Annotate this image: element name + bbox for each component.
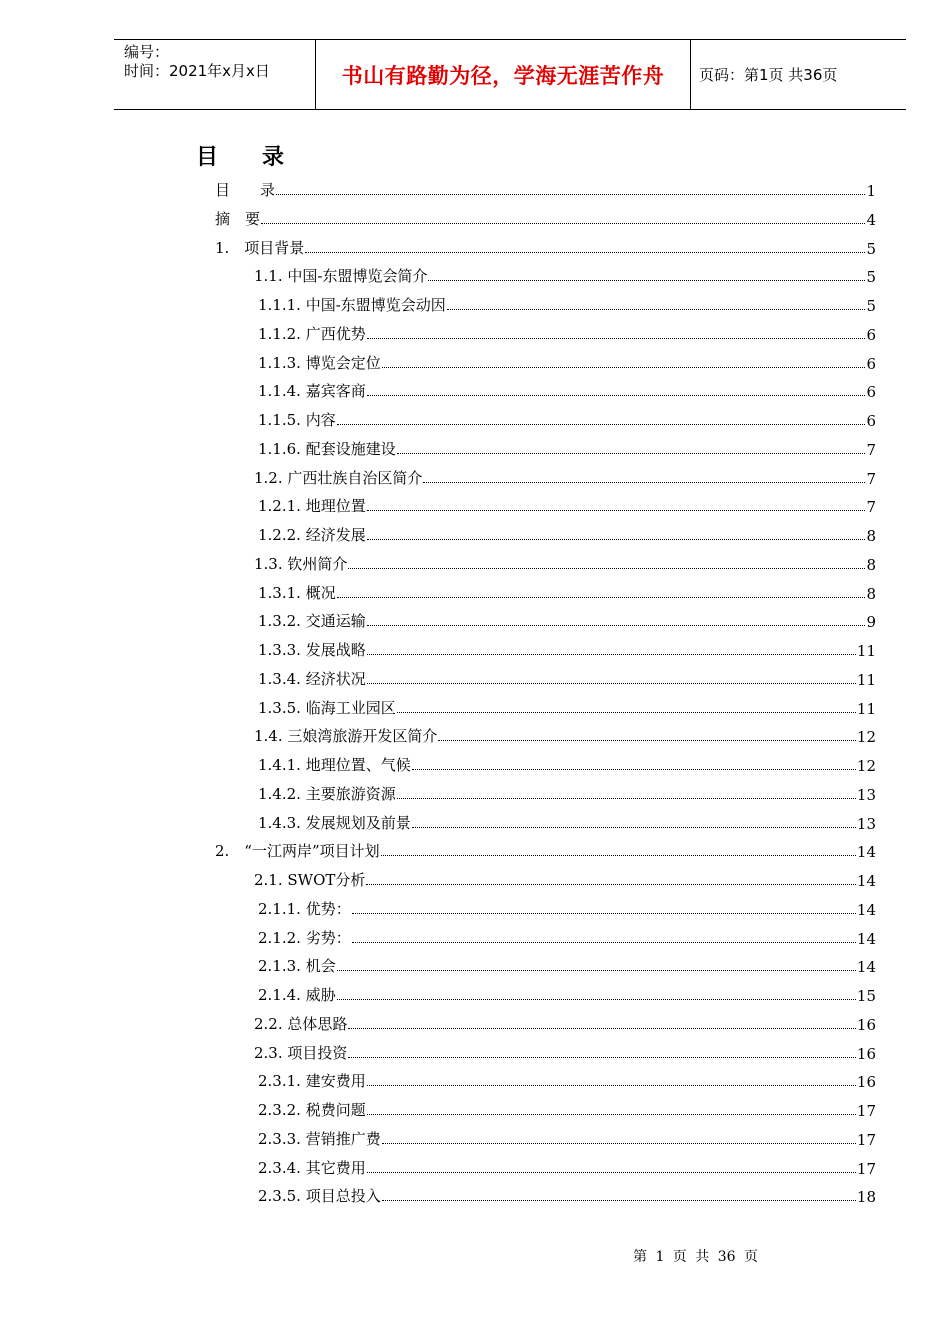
header-page-info: 页码：第1页 共36页	[699, 66, 838, 84]
toc-dot-leader	[367, 1113, 856, 1115]
toc-entry-page: 14	[856, 872, 876, 890]
toc-entry-page: 17	[856, 1130, 876, 1149]
toc-entry-label: 1.4.2. 主要旅游资源	[258, 784, 396, 803]
toc-dot-leader	[305, 251, 865, 253]
toc-entry[interactable]	[258, 431, 876, 459]
toc-dot-leader	[447, 308, 866, 310]
toc-entry-label: 1.3.3. 发展战略	[258, 641, 366, 659]
toc-entry-page: 14	[856, 958, 876, 977]
toc-entry-label: 1.1. 中国-东盟博览会简介	[254, 267, 428, 286]
toc-entry-page: 17	[856, 1159, 876, 1178]
toc-entry[interactable]	[258, 1121, 876, 1149]
toc-entry[interactable]	[258, 776, 876, 804]
toc-entry-label: 1.1.4. 嘉宾客商	[258, 382, 366, 401]
toc-entry[interactable]	[258, 575, 876, 603]
toc-dot-leader	[381, 854, 856, 856]
toc-entry-page: 5	[866, 268, 876, 287]
toc-entry-label: 1.2.1. 地理位置	[258, 497, 366, 516]
toc-entry-label: 1.1.1. 中国-东盟博览会动因	[258, 296, 446, 314]
toc-entry-label: 1.1.5. 内容	[258, 411, 336, 429]
toc-entry-label: 1.3.5. 临海工业园区	[258, 698, 396, 717]
toc-entry[interactable]	[254, 258, 876, 286]
toc-entry-label: 2.3.2. 税费问题	[258, 1101, 366, 1119]
toc-entry-page: 13	[856, 814, 876, 833]
toc-entry-page: 8	[866, 527, 876, 545]
toc-entry-page: 6	[866, 383, 876, 402]
toc-entry-page: 14	[856, 900, 876, 919]
toc-entry-label: 2.1. SWOT分析	[254, 871, 366, 889]
toc-entry-label: 1.2.2. 经济发展	[258, 526, 366, 544]
toc-entry-label: 2.3.4. 其它费用	[258, 1158, 366, 1177]
toc-dot-leader	[367, 1084, 856, 1086]
toc-dot-leader	[337, 969, 856, 971]
toc-entry-page: 1	[866, 182, 876, 200]
toc-entry-page: 12	[856, 728, 876, 747]
toc-entry-page: 7	[866, 469, 876, 488]
toc-entry[interactable]	[258, 517, 876, 545]
toc-dot-leader	[352, 941, 856, 943]
toc-dot-leader	[423, 481, 865, 483]
toc-entry[interactable]	[254, 546, 876, 574]
toc-entry[interactable]	[258, 373, 876, 401]
toc-entry[interactable]	[215, 201, 876, 229]
toc-title: 目 录	[196, 145, 285, 170]
toc-entry-label: 1.3.4. 经济状况	[258, 669, 366, 688]
toc-dot-leader	[348, 1027, 856, 1029]
toc-entry[interactable]	[258, 316, 876, 344]
toc-dot-leader	[337, 596, 866, 598]
toc-entry-page: 17	[856, 1102, 876, 1120]
toc-entry-label: 2.2. 总体思路	[254, 1014, 348, 1033]
toc-dot-leader	[367, 337, 866, 339]
toc-entry[interactable]	[258, 1150, 876, 1178]
toc-dot-leader	[367, 509, 866, 511]
toc-entry[interactable]	[254, 1035, 876, 1063]
toc-entry-label: 1.4. 三娘湾旅游开发区简介	[254, 727, 438, 746]
toc-entry-page: 16	[856, 1044, 876, 1063]
toc-entry-label: 1.1.2. 广西优势	[258, 324, 366, 343]
toc-entry[interactable]	[258, 977, 876, 1005]
toc-entry-label: 1.2. 广西壮族自治区简介	[254, 468, 423, 487]
toc-entry-page: 15	[856, 987, 876, 1005]
toc-dot-leader	[382, 1199, 856, 1201]
toc-entry-label: 1.1.3. 博览会定位	[258, 353, 381, 372]
toc-entry-label: 2.1.4. 威胁	[258, 986, 336, 1004]
toc-entry[interactable]	[258, 891, 876, 919]
toc-dot-leader	[382, 1142, 856, 1144]
toc-entry-label: 2.1.2. 劣势：	[258, 928, 351, 947]
header-motto: 书山有路勤为径，学海无涯苦作舟	[315, 40, 691, 109]
toc-entry[interactable]	[215, 230, 876, 258]
toc-entry[interactable]	[258, 690, 876, 718]
toc-entry-label: 1. 项目背景	[215, 238, 305, 257]
toc-entry-label: 2.3.1. 建安费用	[258, 1072, 366, 1091]
toc-entry[interactable]	[258, 747, 876, 775]
header-number: 编号：	[124, 43, 170, 61]
toc-entry-label: 1.3. 钦州简介	[254, 554, 348, 573]
toc-entry[interactable]	[258, 920, 876, 948]
header-meta	[114, 40, 315, 109]
toc-entry-page: 8	[866, 555, 876, 574]
toc-entry-label: 2. “一江两岸”项目计划	[215, 842, 380, 861]
toc-entry-page: 13	[856, 785, 876, 804]
toc-entry[interactable]	[258, 287, 876, 315]
toc-dot-leader	[367, 538, 866, 540]
toc-entry[interactable]	[254, 1006, 876, 1034]
toc-entry-label: 目 录	[215, 181, 276, 199]
toc-entry[interactable]	[258, 805, 876, 833]
toc-dot-leader	[382, 366, 866, 368]
toc-entry-page: 7	[866, 498, 876, 517]
toc-entry-page: 16	[856, 1015, 876, 1034]
page-header	[114, 39, 906, 110]
header-time: 时间：2021年x月x日	[124, 62, 270, 80]
toc-entry-label: 1.4.1. 地理位置、气候	[258, 756, 411, 774]
toc-entry-label: 2.3.5. 项目总投入	[258, 1187, 381, 1206]
toc-dot-leader	[397, 711, 856, 713]
page-footer: 第 1 页 共 36 页	[633, 1249, 758, 1265]
toc-dot-leader	[367, 653, 856, 655]
toc-entry[interactable]	[258, 488, 876, 516]
toc-dot-leader	[438, 739, 856, 741]
toc-dot-leader	[367, 682, 856, 684]
toc-entry-label: 2.3. 项目投资	[254, 1043, 348, 1062]
toc-dot-leader	[366, 883, 856, 885]
toc-entry[interactable]	[258, 661, 876, 689]
toc-entry[interactable]	[254, 862, 876, 890]
toc-dot-leader	[276, 193, 865, 195]
toc-dot-leader	[261, 222, 865, 224]
toc-entry-page: 11	[856, 699, 876, 718]
toc-entry-page: 6	[866, 325, 876, 344]
toc-entry[interactable]	[258, 632, 876, 660]
toc-entry-page: 8	[866, 584, 876, 603]
toc-entry[interactable]	[258, 1178, 876, 1206]
toc-entry[interactable]	[215, 833, 876, 861]
toc-dot-leader	[348, 567, 865, 569]
toc-dot-leader	[397, 452, 866, 454]
toc-entry[interactable]	[258, 402, 876, 430]
toc-entry[interactable]	[215, 172, 876, 200]
toc-entry[interactable]	[258, 1092, 876, 1120]
toc-entry-label: 2.3.3. 营销推广费	[258, 1129, 381, 1148]
toc-dot-leader	[412, 768, 856, 770]
toc-entry-page: 5	[866, 297, 876, 315]
toc-entry[interactable]	[258, 1063, 876, 1091]
toc-entry-page: 14	[856, 929, 876, 948]
toc-entry[interactable]	[258, 345, 876, 373]
toc-entry-page: 6	[866, 354, 876, 373]
toc-dot-leader	[428, 279, 865, 281]
toc-entry[interactable]	[254, 460, 876, 488]
toc-dot-leader	[352, 912, 856, 914]
toc-entry-page: 11	[856, 670, 876, 689]
toc-entry-label: 1.4.3. 发展规划及前景	[258, 813, 411, 832]
toc-dot-leader	[367, 1171, 856, 1173]
toc-entry[interactable]	[254, 718, 876, 746]
toc-dot-leader	[367, 624, 866, 626]
toc-entry-label: 2.1.1. 优势：	[258, 899, 351, 918]
toc-dot-leader	[337, 998, 856, 1000]
toc-entry-page: 11	[856, 642, 876, 660]
toc-entry-page: 14	[856, 843, 876, 862]
toc-entry-page: 12	[856, 757, 876, 775]
toc-entry-label: 2.1.3. 机会	[258, 957, 336, 976]
toc-entry-label: 1.1.6. 配套设施建设	[258, 439, 396, 458]
toc-entry-label: 摘 要	[215, 209, 261, 228]
toc-entry-label: 1.3.2. 交通运输	[258, 612, 366, 631]
toc-dot-leader	[367, 394, 866, 396]
toc-entry-page: 6	[866, 412, 876, 430]
toc-entry-page: 18	[856, 1188, 876, 1207]
toc-dot-leader	[348, 1056, 856, 1058]
toc-dot-leader	[412, 826, 856, 828]
toc-entry-page: 9	[866, 613, 876, 632]
toc-entry-page: 16	[856, 1073, 876, 1092]
toc-entry-page: 7	[866, 440, 876, 459]
toc-entry-page: 5	[866, 239, 876, 258]
toc-dot-leader	[397, 797, 856, 799]
toc-entry-page: 4	[866, 210, 876, 229]
toc-entry[interactable]	[258, 948, 876, 976]
toc-dot-leader	[337, 423, 866, 425]
toc-entry-label: 1.3.1. 概况	[258, 583, 336, 602]
toc-entry[interactable]	[258, 603, 876, 631]
